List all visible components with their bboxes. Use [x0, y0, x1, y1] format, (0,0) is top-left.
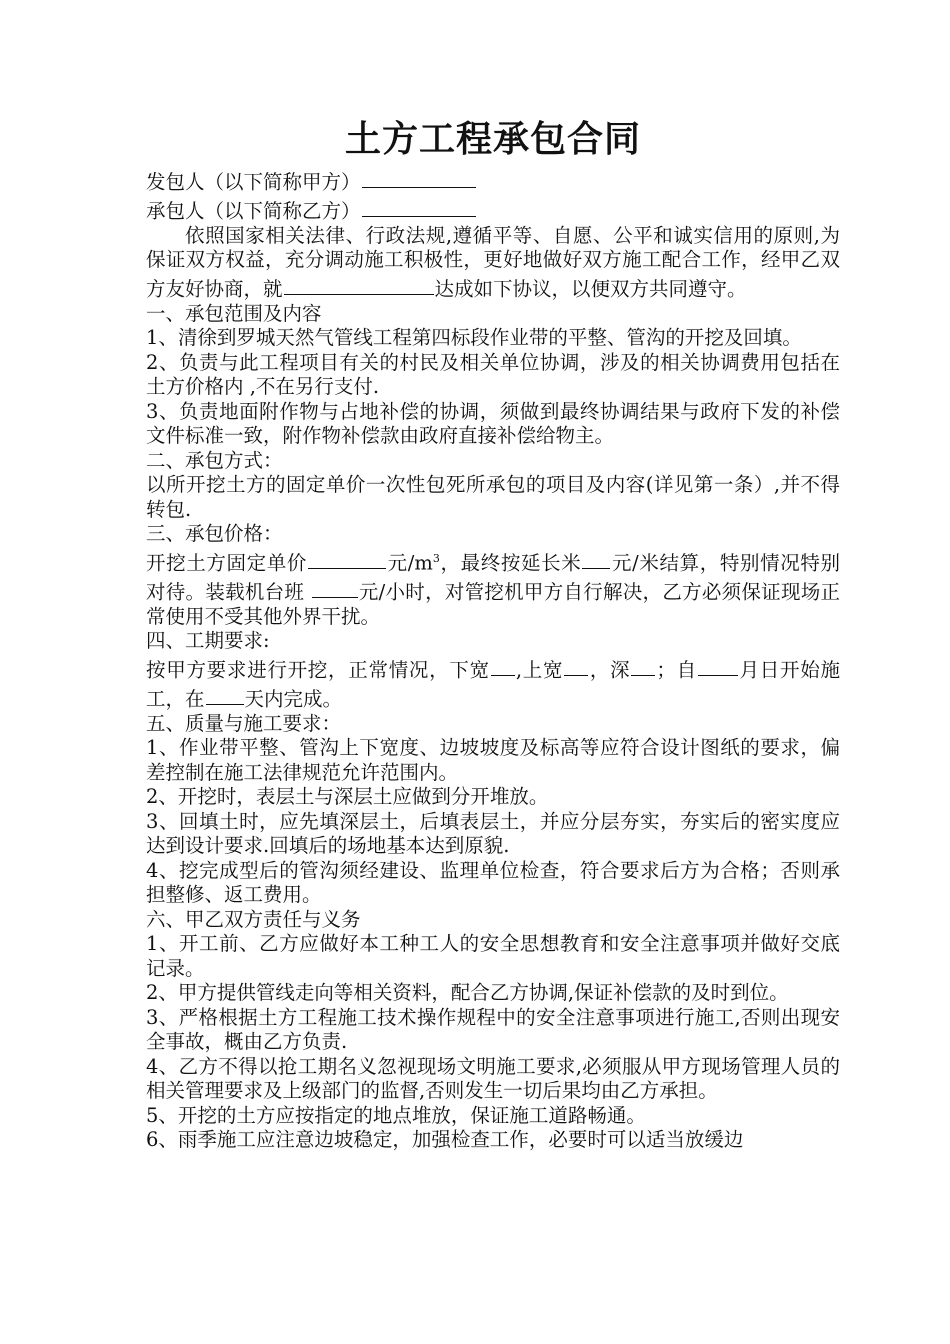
contract-page [146, 116, 840, 1153]
section-5-item: 1、作业带平整、管沟上下宽度、边坡坡度及标高等应符合设计图纸的要求，偏差控制在施工法律规范允许范围内。 [146, 736, 840, 784]
price-text-4: 元/小时，对管挖机甲方自行解决，乙方必须保证现场正常使用不受其他外界干扰。 [146, 580, 840, 628]
section-6-item: 1、开工前、乙方应做好本工种工人的安全思想教育和安全注意事项并做好交底记录。 [146, 932, 840, 980]
section-3-text [146, 547, 840, 629]
section-1-item: 2、负责与此工程项目有关的村民及相关单位协调，涉及的相关协调费用包括在土方价格内 ,不在另行支付. [146, 350, 840, 399]
loader-rate-blank [312, 576, 358, 598]
section-1-item: 1、清徐到罗城天然气管线工程第四标段作业带的平整、管沟的开挖及回填。 [146, 326, 802, 350]
intro-text-1: 依照国家相关法律、行政法规,遵循平等、自愿、公平和诚实信用的原则,为保证双方权益，充分调动施工积极性，更好地做好双方施工配合工作，经甲乙双方友好协商，就 [146, 223, 840, 301]
section-3-heading: 三、承包价格： [146, 522, 283, 546]
depth-blank [631, 654, 655, 676]
price-text-2: ，最终按延长米 [439, 551, 582, 575]
per-meter-blank [582, 547, 610, 569]
section-6-item: 4、乙方不得以抢工期名义忽视现场文明施工要求,必须服从甲方现场管理人员的相关管理要求及上级部门的监督,否则发生一切后果均由乙方承担。 [146, 1054, 840, 1103]
section-6-item: 5、开挖的土方应按指定的地点堆放，保证施工道路畅通。 [146, 1103, 646, 1127]
section-6-item: 3、严格根据土方工程施工技术操作规程中的安全注意事项进行施工,否则出现安全事故，概由乙方负责. [146, 1005, 840, 1054]
bottom-width-blank [491, 654, 515, 676]
section-6-item: 2、甲方提供管线走向等相关资料，配合乙方协调,保证补偿款的及时到位。 [146, 981, 789, 1005]
party-a-blank [362, 166, 476, 188]
top-width-blank [564, 654, 588, 676]
schedule-text-6: 天内完成。 [244, 687, 343, 711]
party-b-blank [362, 195, 476, 217]
party-a-label: 发包人（以下简称甲方） [146, 170, 361, 194]
document-title: 土方工程承包合同 [344, 118, 641, 160]
schedule-text-2: ,上宽 [515, 658, 564, 682]
days-blank [206, 683, 244, 705]
start-month-blank [698, 654, 738, 676]
unit-price-blank [308, 547, 386, 569]
section-6-heading: 六、甲乙双方责任与义务 [146, 907, 361, 931]
section-2-heading: 二、承包方式： [146, 448, 283, 472]
section-1-heading: 一、承包范围及内容 [146, 301, 322, 325]
schedule-text-3: ，深 [589, 658, 631, 682]
section-6-item: 6、雨季施工应注意边坡稳定，加强检查工作，必要时可以适当放缓边 [146, 1128, 744, 1152]
section-5-heading: 五、质量与施工要求： [146, 711, 342, 735]
price-text-1: 开挖土方固定单价 [146, 551, 308, 575]
intro-text-2: 达成如下协议，以便双方共同遵守。 [434, 277, 747, 301]
intro-paragraph [146, 224, 840, 302]
party-a-line [146, 166, 840, 195]
schedule-text-4: ；自 [656, 658, 697, 682]
party-b-label: 承包人（以下简称乙方） [146, 199, 361, 223]
section-5-item: 4、挖完成型后的管沟须经建设、监理单位检查，符合要求后方为合格；否则承担整修、返工费用。 [146, 858, 840, 907]
section-5-item: 2、开挖时，表层土与深层土应做到分开堆放。 [146, 785, 549, 809]
section-5-item: 3、回填土时，应先填深层土，后填表层土，并应分层夯实，夯实后的密实度应达到设计要求.回填后的场地基本达到原貌. [146, 809, 840, 858]
section-4-heading: 四、工期要求: [146, 629, 270, 653]
party-b-line [146, 195, 840, 224]
project-name-blank [284, 273, 434, 295]
section-4-text [146, 654, 840, 712]
section-2-text: 以所开挖土方的固定单价一次性包死所承包的项目及内容(详见第一条）,并不得转包. [146, 473, 840, 521]
schedule-text-5: 月日开始施工，在 [146, 658, 840, 711]
cubic-superscript: 3 [432, 551, 440, 565]
unit-m3: 元/m [387, 551, 433, 575]
schedule-text-1: 按甲方要求进行开挖，正常情况，下宽 [146, 658, 490, 682]
price-text-3: 元/米结算，特别情况特别对待。装载机台班 [146, 551, 840, 604]
section-1-item: 3、负责地面附作物与占地补偿的协调，须做到最终协调结果与政府下发的补偿文件标准一致，附作物补偿款由政府直接补偿给物主。 [146, 399, 840, 448]
